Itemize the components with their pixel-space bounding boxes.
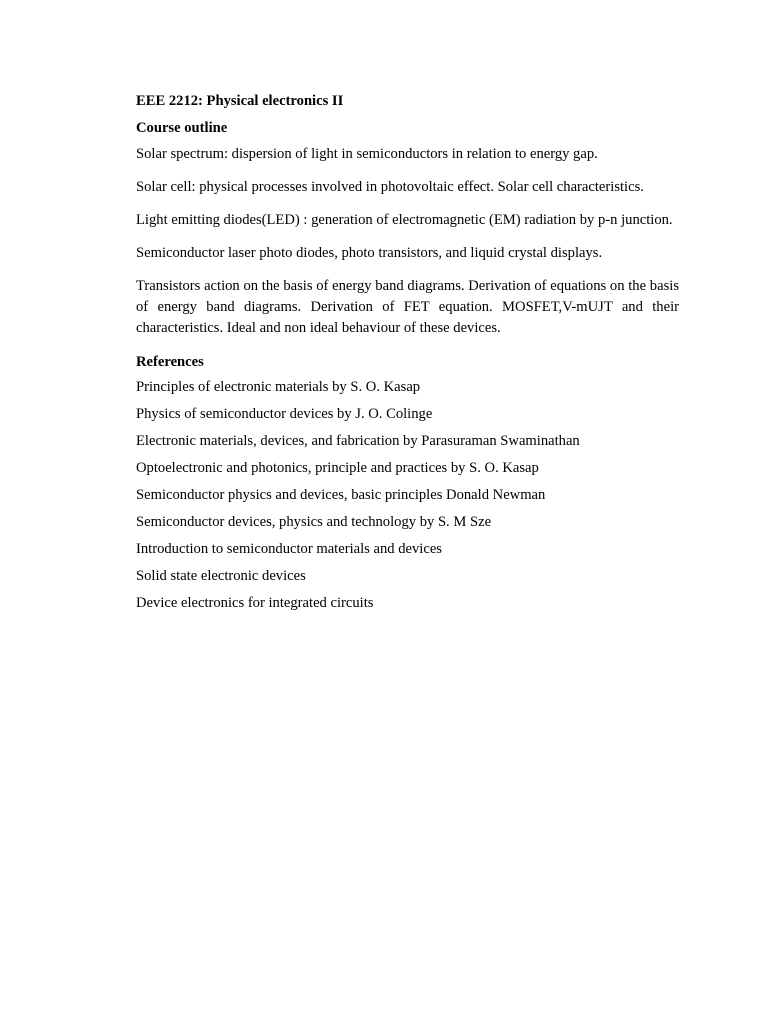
reference-item: Semiconductor physics and devices, basic principles Donald Newman [136, 487, 546, 503]
outline-item-solar-cell: Solar cell: physical processes involved in photovoltaic effect. Solar cell characteristics. [136, 179, 644, 195]
reference-item: Solid state electronic devices [136, 568, 306, 584]
outline-section [136, 144, 679, 339]
reference-item: Semiconductor devices, physics and technology by S. M Sze [136, 514, 492, 530]
outline-heading: Course outline [136, 120, 228, 136]
reference-item: Electronic materials, devices, and fabrication by Parasuraman Swaminathan [136, 433, 580, 449]
references-list [136, 378, 679, 613]
outline-item-semiconductor-laser: Semiconductor laser photo diodes, photo transistors, and liquid crystal displays. [136, 245, 603, 261]
outline-item-led: Light emitting diodes(LED) : generation of electromagnetic (EM) radiation by p-n junction. [136, 212, 673, 228]
references-heading: References [136, 354, 204, 370]
outline-item-solar-spectrum: Solar spectrum: dispersion of light in semiconductors in relation to energy gap. [136, 146, 598, 162]
reference-item: Optoelectronic and photonics, principle and practices by S. O. Kasap [136, 460, 539, 476]
reference-item: Device electronics for integrated circuits [136, 595, 374, 611]
reference-item: Principles of electronic materials by S. O. Kasap [136, 379, 421, 395]
reference-item: Physics of semiconductor devices by J. O. Colinge [136, 406, 433, 422]
reference-item: Introduction to semiconductor materials and devices [136, 541, 442, 557]
document-content [136, 92, 679, 621]
course-title: EEE 2212: Physical electronics II [136, 93, 344, 109]
outline-item-transistors: Transistors action on the basis of energy band diagrams. Derivation of equations on the basis of energy band diagrams. Derivation of FET equation. MOSFET,V-mUJT and their characteristics. Ideal and non ideal behaviour of these devices. [136, 278, 679, 336]
